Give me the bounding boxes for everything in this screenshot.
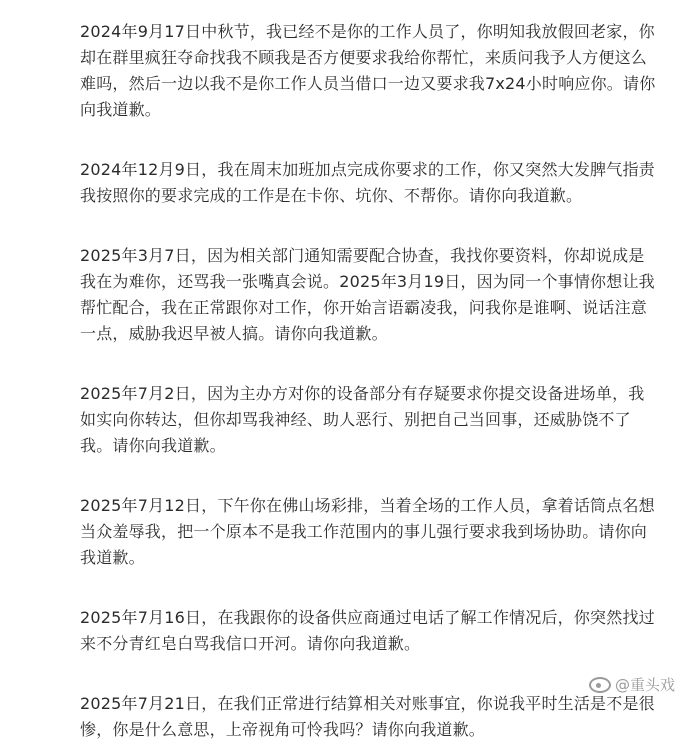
paragraph-5: 2025年7月12日，下午你在佛山场彩排，当着全场的工作人员，拿着话筒点名想当众羞辱我，把一个原本不是我工作范围内的事儿强行要求我到场协助。请你向我道歉。 [80,496,655,567]
paragraph-2: 2024年12月9日，我在周末加班加点完成你要求的工作，你又突然大发脾气指责我按照你的要求完成的工作是在卡你、坑你、不帮你。请你向我道歉。 [80,160,655,205]
watermark-text: @重头戏 [614,676,675,694]
paragraph-4: 2025年7月2日，因为主办方对你的设备部分有存疑要求你提交设备进场单，我如实向你转达，但你却骂我神经、助人恶行、别把自己当回事，还威胁饶不了我。请你向我道歉。 [80,384,645,455]
paragraph-3: 2025年3月7日，因为相关部门通知需要配合协查，我找你要资料，你却说成是我在为难你，还骂我一张嘴真会说。2025年3月19日，因为同一个事情你想让我帮忙配合，我在正常跟你对工作，你开始言语霸凌我，问我你是谁啊、说话注意一点，威胁我迟早被人搞。请你向我道歉。 [80,246,655,343]
watermark [589,672,675,698]
paragraph-7: 2025年7月21日，在我们正常进行结算相关对账事宜，你说我平时生活是不是很惨，你是什么意思，上帝视角可怜我吗？请你向我道歉。 [80,694,655,739]
weibo-logo-icon [589,677,611,693]
paragraph-1: 2024年9月17日中秋节，我已经不是你的工作人员了，你明知我放假回老家，你却在群里疯狂夺命找我不顾我是否方便要求我给你帮忙，来质问我予人方便这么难吗，然后一边以我不是你工作人员当借口一边又要求我7x24小时响应你。请你向我道歉。 [80,22,656,119]
paragraph-6: 2025年7月16日，在我跟你的设备供应商通过电话了解工作情况后，你突然找过来不分青红皂白骂我信口开河。请你向我道歉。 [80,608,655,653]
